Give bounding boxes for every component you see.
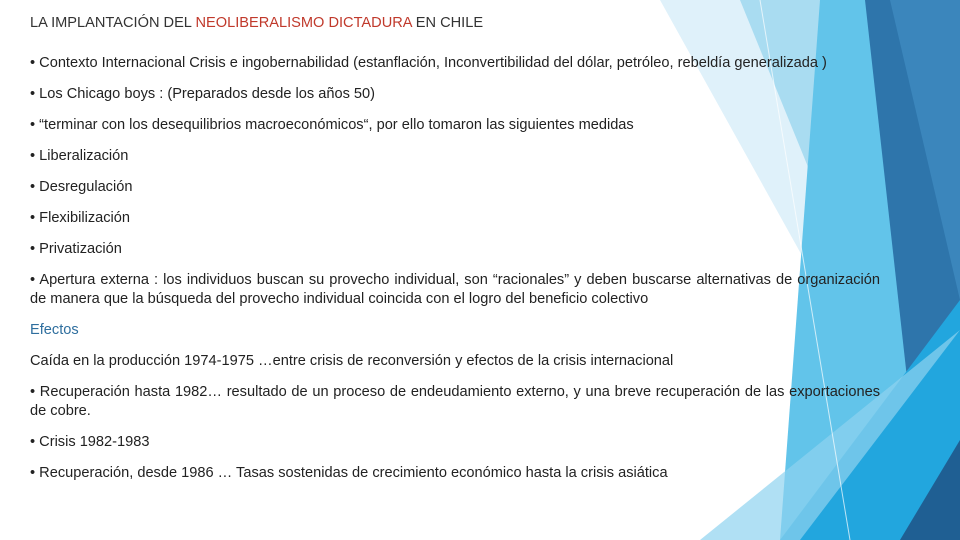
- title-part-3: EN CHILE: [411, 15, 484, 31]
- bullet-flexibilizacion: • Flexibilización: [30, 210, 131, 226]
- bullet-liberalizacion: • Liberalización: [30, 148, 129, 164]
- bullet-contexto: • Contexto Internacional Crisis e ingobernabilidad (estanflación, Inconvertibilidad del dólar, petróleo, rebeldía generalizada ): [30, 55, 827, 71]
- slide-content: [30, 14, 880, 495]
- title-part-1: LA IMPLANTACIÓN DEL: [30, 15, 196, 31]
- title-highlight: NEOLIBERALISMO DICTADURA: [195, 15, 412, 31]
- bullet-terminar: • “terminar con los desequilibrios macroeconómicos“, por ello tomaron las siguientes medidas: [30, 117, 634, 133]
- efecto-recuperacion-1982: • Recuperación hasta 1982… resultado de un proceso de endeudamiento externo, y una breve recuperación de las exportaciones de cobre.: [30, 384, 880, 419]
- slide-title: [30, 14, 880, 33]
- efecto-crisis: • Crisis 1982-1983: [30, 434, 150, 450]
- bullet-desregulacion: • Desregulación: [30, 179, 133, 195]
- bullet-apertura-externa: • Apertura externa : los individuos buscan su provecho individual, son “racionales” y deben buscarse alternativas de organización de manera que la búsqueda del provecho individual coincida con el logro del beneficio colectivo: [30, 272, 880, 307]
- efectos-heading: Efectos: [30, 322, 79, 338]
- efecto-recuperacion-1986: • Recuperación, desde 1986 … Tasas sostenidas de crecimiento económico hasta la crisis asiática: [30, 465, 668, 481]
- bullet-chicago-boys: • Los Chicago boys : (Preparados desde los años 50): [30, 86, 376, 102]
- efecto-caida: Caída en la producción 1974-1975 …entre crisis de reconversión y efectos de la crisis internacional: [30, 353, 674, 369]
- bullet-privatizacion: • Privatización: [30, 241, 122, 257]
